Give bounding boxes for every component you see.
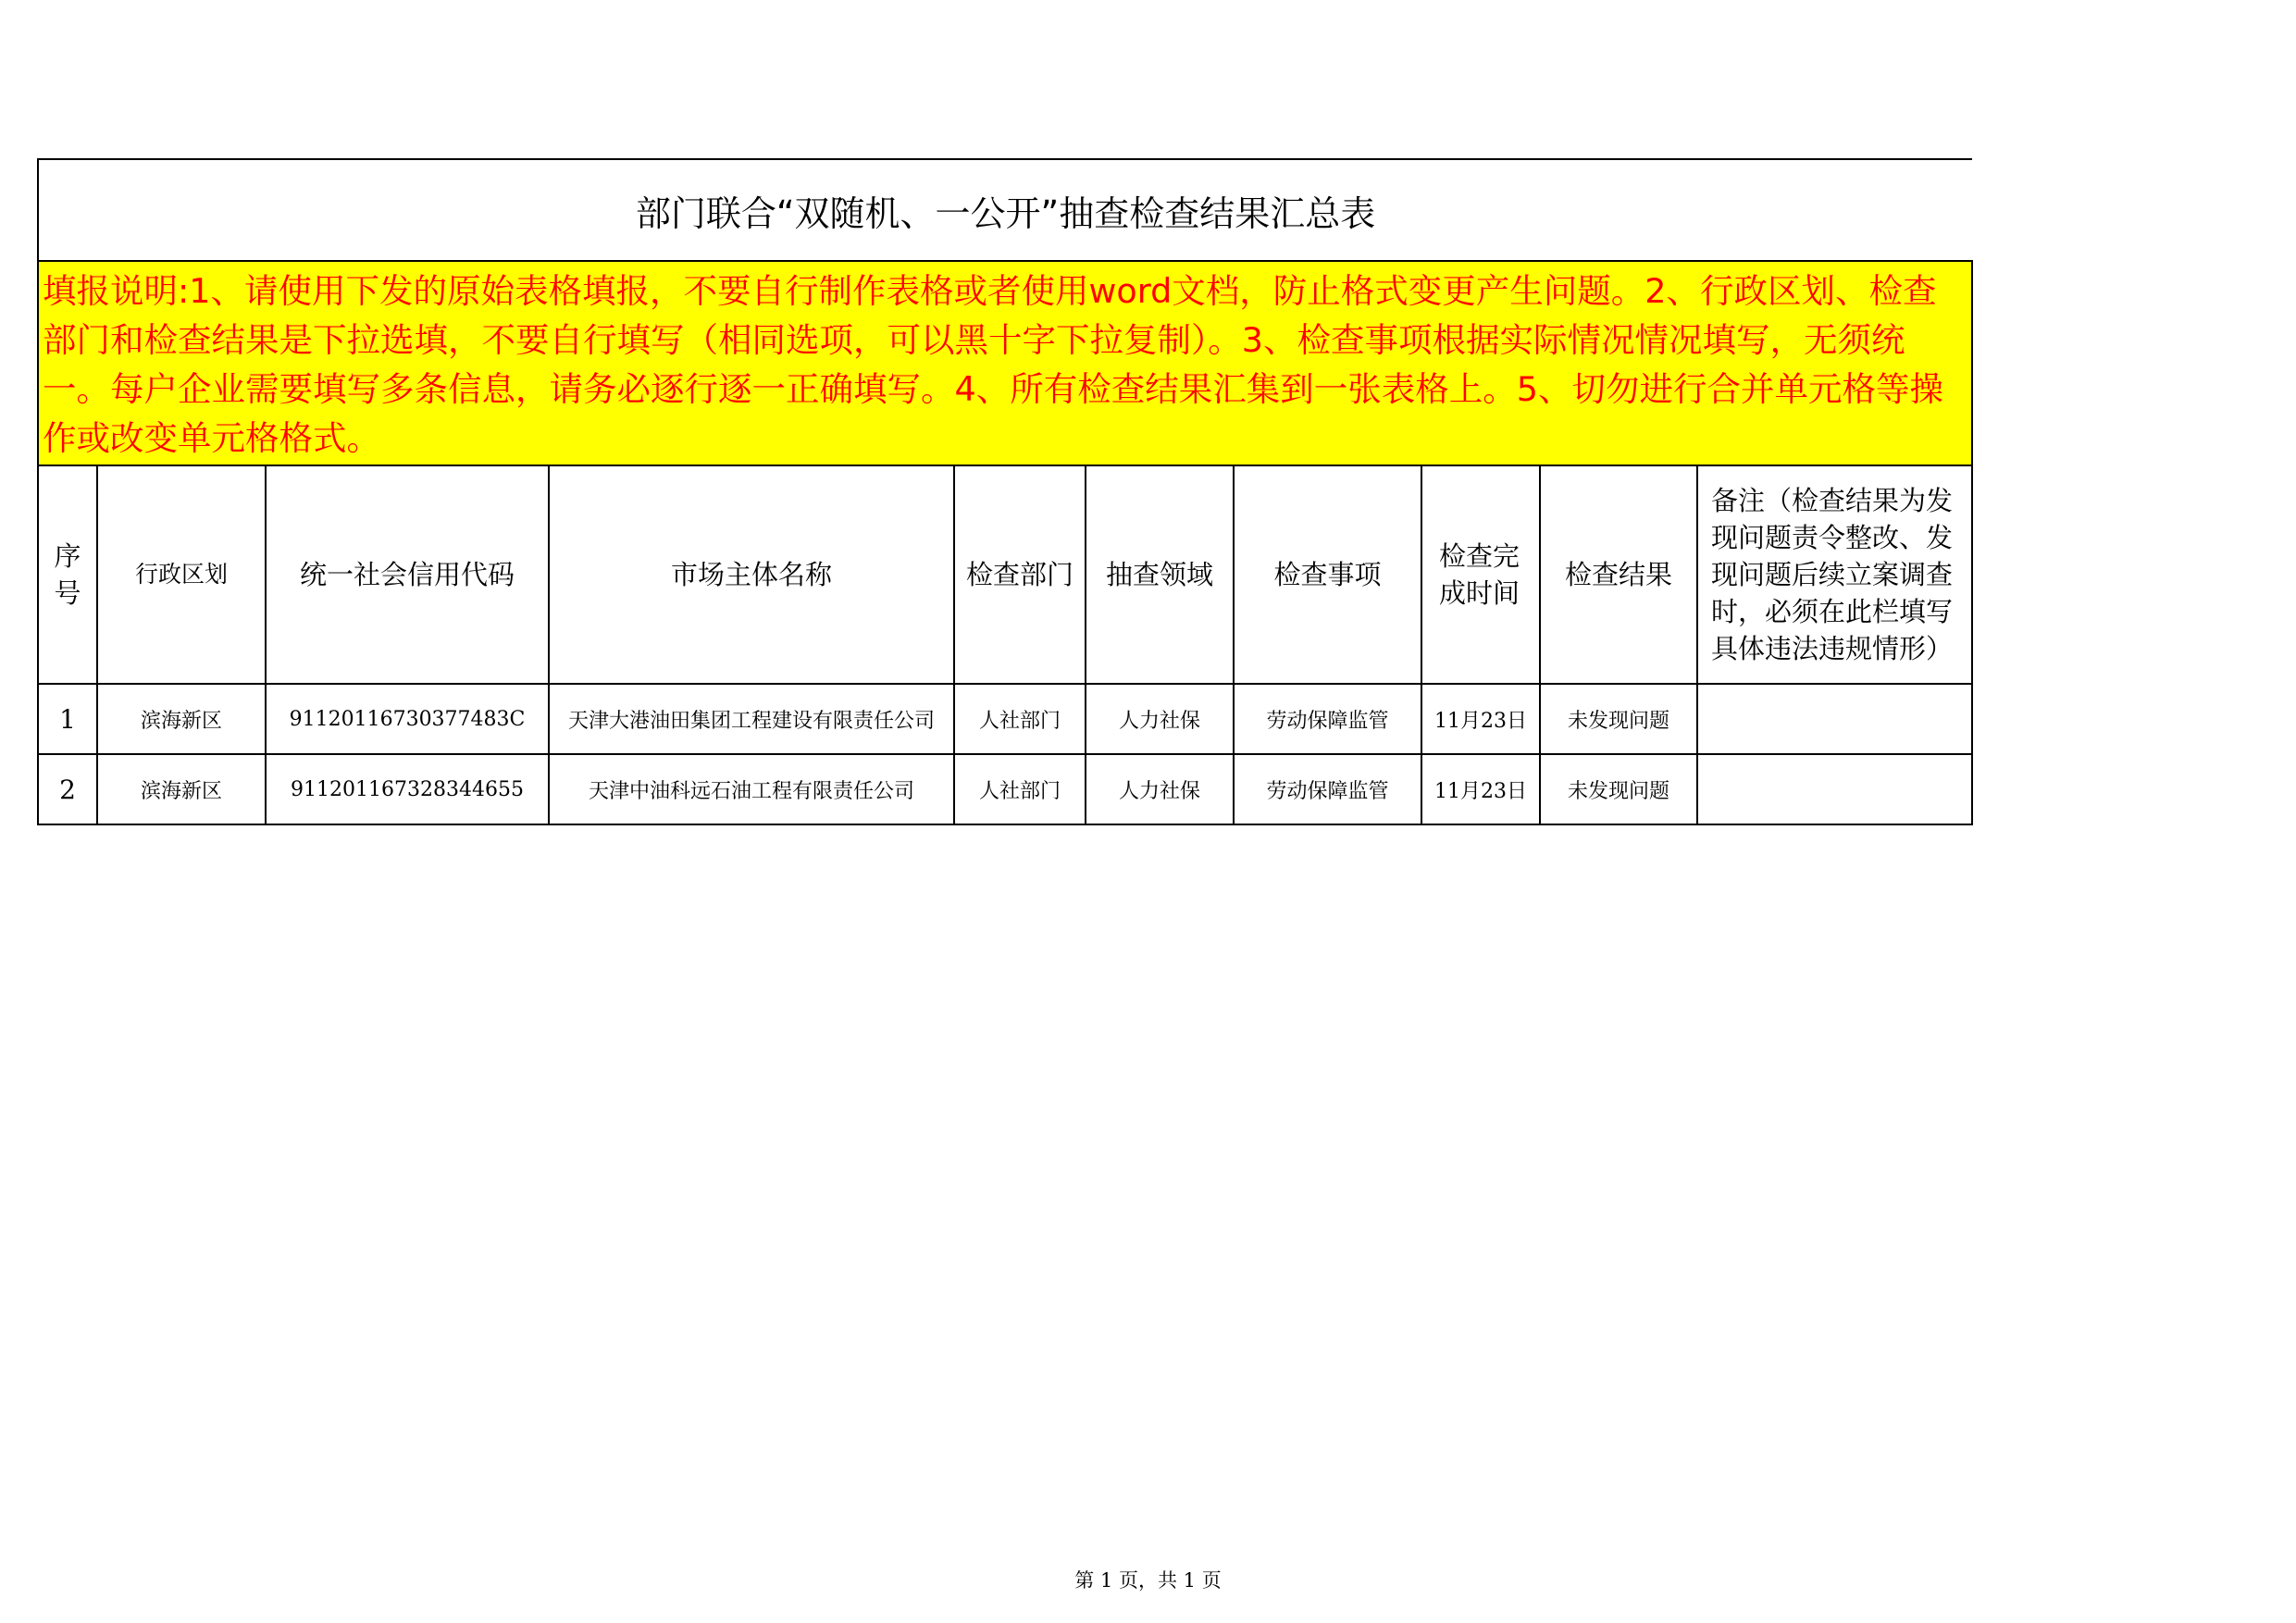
cell-dept[interactable]: 人社部门 bbox=[954, 754, 1086, 824]
cell-region[interactable]: 滨海新区 bbox=[97, 684, 266, 754]
cell-seq[interactable]: 2 bbox=[38, 754, 97, 824]
header-credit-code: 统一社会信用代码 bbox=[266, 465, 549, 684]
header-item: 检查事项 bbox=[1234, 465, 1421, 684]
header-result: 检查结果 bbox=[1540, 465, 1697, 684]
header-seq: 序号 bbox=[38, 465, 97, 684]
cell-seq[interactable]: 1 bbox=[38, 684, 97, 754]
cell-region[interactable]: 滨海新区 bbox=[97, 754, 266, 824]
header-row bbox=[38, 465, 1972, 684]
table-row bbox=[38, 684, 1972, 754]
cell-entity-name[interactable]: 天津大港油田集团工程建设有限责任公司 bbox=[549, 684, 954, 754]
page-footer: 第 1 页，共 1 页 bbox=[1074, 1569, 1222, 1592]
cell-date[interactable]: 11月23日 bbox=[1421, 754, 1540, 824]
cell-field[interactable]: 人力社保 bbox=[1086, 754, 1234, 824]
cell-credit-code[interactable]: 91120116730377483C bbox=[266, 684, 549, 754]
cell-result[interactable]: 未发现问题 bbox=[1540, 684, 1697, 754]
cell-credit-code[interactable]: 911201167328344655 bbox=[266, 754, 549, 824]
cell-item[interactable]: 劳动保障监管 bbox=[1234, 684, 1421, 754]
table-row bbox=[38, 754, 1972, 824]
header-dept: 检查部门 bbox=[954, 465, 1086, 684]
header-remark: 备注（检查结果为发现问题责令整改、发现问题后续立案调查时，必须在此栏填写具体违法违规情形） bbox=[1697, 465, 1972, 684]
header-region: 行政区划 bbox=[97, 465, 266, 684]
header-field: 抽查领域 bbox=[1086, 465, 1234, 684]
cell-field[interactable]: 人力社保 bbox=[1086, 684, 1234, 754]
table-title: 部门联合“双随机、一公开”抽查检查结果汇总表 bbox=[38, 159, 1972, 261]
summary-table bbox=[37, 158, 1973, 825]
cell-dept[interactable]: 人社部门 bbox=[954, 684, 1086, 754]
cell-item[interactable]: 劳动保障监管 bbox=[1234, 754, 1421, 824]
fill-instructions: 填报说明:1、请使用下发的原始表格填报，不要自行制作表格或者使用word文档，防止格式变更产生问题。2、行政区划、检查部门和检查结果是下拉选填，不要自行填写（相同选项，可以黑十字下拉复制）。3、检查事项根据实际情况情况填写，无须统一。每户企业需要填写多条信息，请务必逐行逐一正确填写。4、所有检查结果汇集到一张表格上。5、切勿进行合并单元格等操作或改变单元格格式。 bbox=[38, 261, 1972, 465]
cell-entity-name[interactable]: 天津中油科远石油工程有限责任公司 bbox=[549, 754, 954, 824]
cell-result[interactable]: 未发现问题 bbox=[1540, 754, 1697, 824]
header-entity-name: 市场主体名称 bbox=[549, 465, 954, 684]
cell-remark[interactable] bbox=[1697, 754, 1972, 824]
cell-remark[interactable] bbox=[1697, 684, 1972, 754]
spreadsheet-sheet bbox=[37, 158, 1971, 825]
header-date: 检查完成时间 bbox=[1421, 465, 1540, 684]
cell-date[interactable]: 11月23日 bbox=[1421, 684, 1540, 754]
